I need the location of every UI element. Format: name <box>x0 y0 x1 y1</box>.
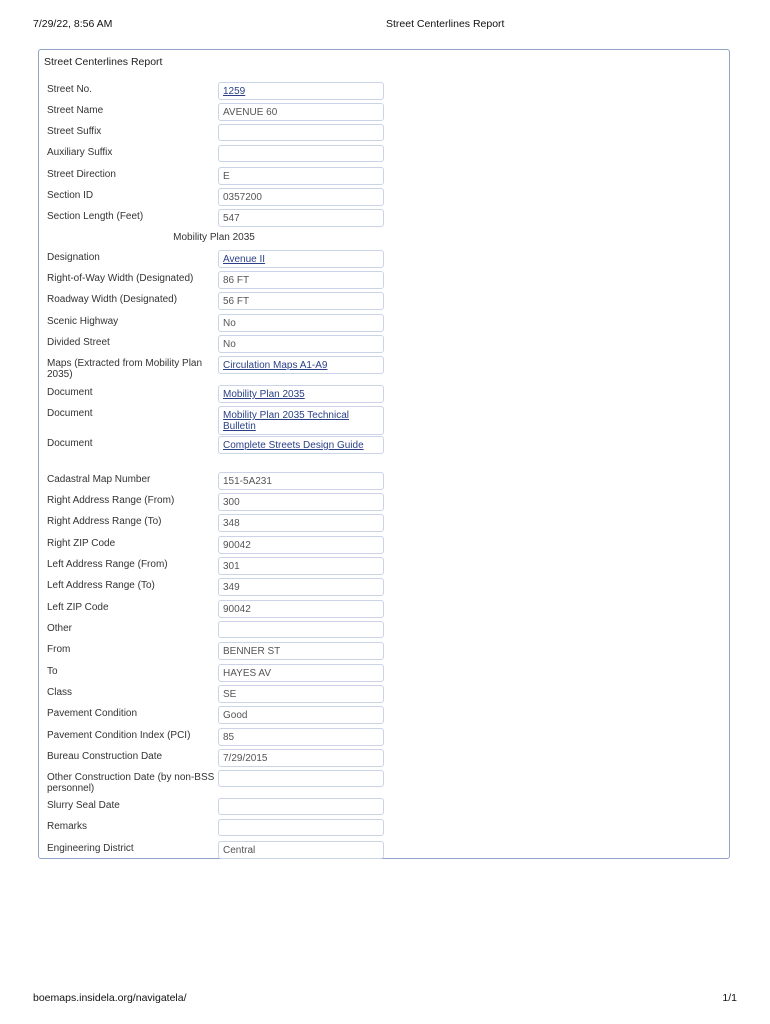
field-value: 90042 <box>218 600 384 618</box>
field-value: SE <box>218 685 384 703</box>
field-value: 90042 <box>218 536 384 554</box>
field-label: Left ZIP Code <box>47 602 109 613</box>
field-value <box>218 798 384 815</box>
field-label: Scenic Highway <box>47 316 119 327</box>
field-value-link[interactable]: Mobility Plan 2035 <box>218 385 384 403</box>
field-label: Right-of-Way Width (Designated) <box>47 273 194 284</box>
field-value: 0357200 <box>218 188 384 206</box>
field-label: Bureau Construction Date <box>47 751 163 762</box>
print-header-title: Street Centerlines Report <box>386 18 505 30</box>
field-label: Left Address Range (To) <box>47 580 155 591</box>
field-value-link[interactable]: Mobility Plan 2035 Technical Bulletin <box>218 406 384 435</box>
field-value-link[interactable]: 1259 <box>218 82 384 100</box>
field-label: From <box>47 644 71 655</box>
field-label: Left Address Range (From) <box>47 559 168 570</box>
field-label: Pavement Condition <box>47 708 138 719</box>
field-value: 86 FT <box>218 271 384 289</box>
panel-title: Street Centerlines Report <box>44 56 163 68</box>
field-label: Street Direction <box>47 169 116 180</box>
field-label: Right ZIP Code <box>47 538 116 549</box>
field-label: Document <box>47 438 93 449</box>
field-value: 56 FT <box>218 292 384 310</box>
field-value: No <box>218 335 384 353</box>
field-value: E <box>218 167 384 185</box>
field-label: Section Length (Feet) <box>47 211 144 222</box>
field-value-link[interactable]: Complete Streets Design Guide <box>218 436 384 454</box>
field-value <box>218 145 384 162</box>
footer-page-number: 1/1 <box>722 992 737 1004</box>
field-label: Street Suffix <box>47 126 102 137</box>
field-value: Central <box>218 841 384 859</box>
section-heading-mobility-plan: Mobility Plan 2035 <box>173 232 255 243</box>
field-label: Roadway Width (Designated) <box>47 294 178 305</box>
field-value: 348 <box>218 514 384 532</box>
field-label: Other <box>47 623 73 634</box>
field-label: Document <box>47 387 93 398</box>
field-label: Remarks <box>47 821 88 832</box>
field-label: Designation <box>47 252 100 263</box>
field-label: Pavement Condition Index (PCI) <box>47 730 191 741</box>
field-value-link[interactable]: Avenue II <box>218 250 384 268</box>
footer-url: boemaps.insidela.org/navigatela/ <box>33 992 187 1004</box>
field-value: 7/29/2015 <box>218 749 384 767</box>
field-value <box>218 819 384 836</box>
field-value: 301 <box>218 557 384 575</box>
field-label: Engineering District <box>47 843 134 854</box>
field-value: 547 <box>218 209 384 227</box>
field-value: 349 <box>218 578 384 596</box>
field-label: To <box>47 666 58 677</box>
field-value <box>218 621 384 638</box>
field-label: Section ID <box>47 190 94 201</box>
field-label: Slurry Seal Date <box>47 800 120 811</box>
field-label: Document <box>47 408 93 419</box>
field-label: Right Address Range (To) <box>47 516 162 527</box>
print-datetime: 7/29/22, 8:56 AM <box>33 18 113 30</box>
field-label: Street Name <box>47 105 104 116</box>
field-value: Good <box>218 706 384 724</box>
field-label: Class <box>47 687 73 698</box>
field-label: Street No. <box>47 84 93 95</box>
field-value <box>218 124 384 141</box>
field-value: HAYES AV <box>218 664 384 682</box>
field-label: Cadastral Map Number <box>47 474 151 485</box>
field-value: No <box>218 314 384 332</box>
field-value: AVENUE 60 <box>218 103 384 121</box>
field-value <box>218 770 384 787</box>
report-panel <box>38 49 730 859</box>
field-value: 300 <box>218 493 384 511</box>
field-value-link[interactable]: Circulation Maps A1-A9 <box>218 356 384 374</box>
field-label: Maps (Extracted from Mobility Plan 2035) <box>47 358 203 380</box>
field-value: 151-5A231 <box>218 472 384 490</box>
field-label: Auxiliary Suffix <box>47 147 113 158</box>
field-value: 85 <box>218 728 384 746</box>
field-label: Divided Street <box>47 337 110 348</box>
field-label: Other Construction Date (by non-BSS personnel) <box>47 772 215 794</box>
field-label: Right Address Range (From) <box>47 495 175 506</box>
field-value: BENNER ST <box>218 642 384 660</box>
